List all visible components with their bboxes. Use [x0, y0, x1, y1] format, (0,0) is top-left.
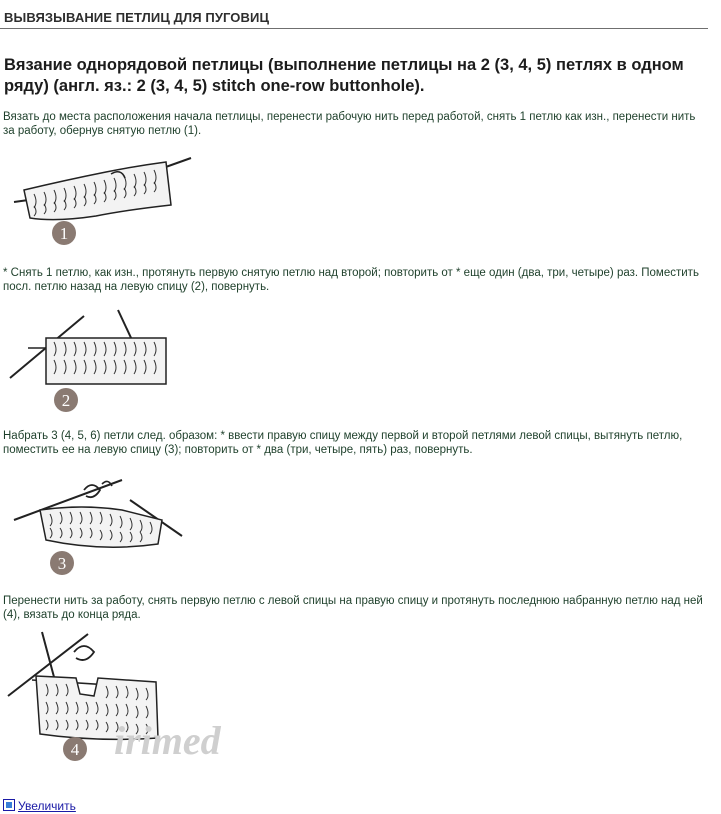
step-4-text: Перенести нить за работу, снять первую петлю с левой спицы на правую спицу и протянуть последнюю набранную петлю над ней (4), вязать до конца ряда. [3, 595, 703, 621]
step-4-number: 4 [70, 740, 80, 759]
article-title: Вязание однорядовой петлицы (выполнение петлицы на 2 (3, 4, 5) петлях в одном ряду) (англ. яз.: 2 (3, 4, 5) stitch one-row buttonhole). [4, 56, 684, 95]
enlarge-link-row [3, 799, 76, 813]
header-title: ВЫВЯЗЫВАНИЕ ПЕТЛИЦ ДЛЯ ПУГОВИЦ [4, 10, 270, 25]
step-2-number: 2 [61, 391, 71, 410]
zoom-icon[interactable] [3, 799, 15, 811]
step-2-text: * Снять 1 петлю, как изн., протянуть первую снятую петлю над второй; повторить от * еще один (два, три, четыре) раз. Поместить посл. петлю назад на левую спицу (2), повернуть. [3, 267, 699, 293]
page-header [0, 0, 708, 29]
enlarge-link[interactable]: Увеличить [18, 799, 76, 813]
step-4-illustration [6, 630, 276, 770]
watermark: irimed [114, 718, 221, 763]
step-1-illustration [6, 150, 206, 250]
step-1-text: Вязать до места расположения начала петлицы, перенести рабочую нить перед работой, снять 1 петлю как изн., перенести нить за работу, обернув снятую петлю (1). [3, 111, 696, 137]
step-3-illustration [12, 474, 192, 580]
step-1-number: 1 [59, 224, 69, 243]
step-2-illustration [6, 308, 176, 418]
step-3-number: 3 [57, 554, 67, 573]
step-3-text: Набрать 3 (4, 5, 6) петли след. образом: * ввести правую спицу между первой и второй петлями левой спицы, вытянуть петлю, поместить ее на левую спицу (3); повторить от * два (три, четыре, пять) раз, повернуть. [3, 430, 683, 456]
